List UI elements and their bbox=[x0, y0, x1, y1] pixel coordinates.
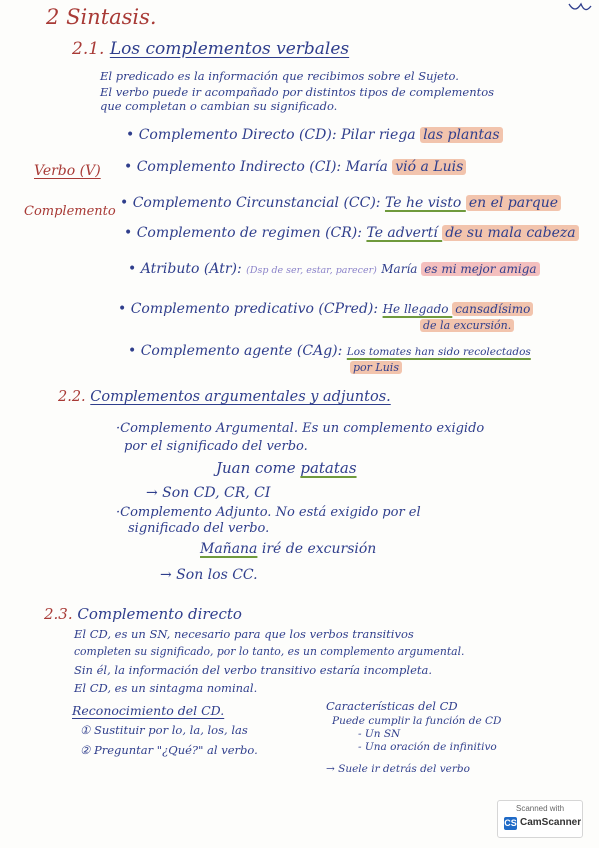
cd-body-line-2: completen su significado, por lo tanto, es un complemento argumental. bbox=[74, 645, 465, 658]
intro-line-3: que completan o cambian su significado. bbox=[100, 99, 338, 113]
item-label: Complemento Indirecto (CI): bbox=[136, 159, 342, 175]
side-label-verb: Verbo (V) bbox=[34, 163, 101, 179]
item-example: Te advertí de su mala cabeza bbox=[366, 225, 578, 241]
argumental-line-2: por el significado del verbo. bbox=[124, 439, 308, 454]
complement-item-cag bbox=[128, 344, 531, 359]
argumental-result: → Son CD, CR, CI bbox=[146, 485, 271, 501]
cd-body-line-4: El CD, es un sintagma nominal. bbox=[74, 681, 258, 695]
intro-line-1: El predicado es la información que recibimos sobre el Sujeto. bbox=[100, 69, 459, 83]
item-label: Complemento predicativo (CPred): bbox=[130, 301, 379, 317]
complement-item-atr bbox=[128, 262, 540, 277]
section-2-3-heading bbox=[44, 606, 242, 623]
characteristics-line-4: → Suele ir detrás del verbo bbox=[326, 763, 470, 775]
adjunto-line-1: ·Complemento Adjunto. No está exigido por el bbox=[116, 505, 421, 520]
recognition-title: Reconocimiento del CD. bbox=[72, 703, 225, 718]
scanner-stamp bbox=[497, 800, 583, 838]
item-example: María vió a Luis bbox=[346, 159, 467, 175]
characteristics-title: Características del CD bbox=[326, 699, 458, 713]
recognition-step-2: ② Preguntar "¿Qué?" al verbo. bbox=[80, 743, 258, 757]
complement-item-ci bbox=[124, 160, 466, 175]
intro-line-2: El verbo puede ir acompañado por distintos tipos de complementos bbox=[100, 85, 495, 99]
side-label-complement: Complemento bbox=[24, 204, 116, 219]
section-2-3-number: 2.3. bbox=[44, 605, 73, 623]
item-label: Complemento Directo (CD): bbox=[138, 127, 337, 143]
adjunto-line-2: significado del verbo. bbox=[128, 521, 270, 536]
stamp-brand-name: CamScanner bbox=[520, 817, 582, 828]
stamp-top-text: Scanned with bbox=[515, 804, 565, 813]
cpred-example-line-2: de la excursión. bbox=[420, 320, 514, 332]
item-example: He llegado cansadísimo bbox=[383, 302, 534, 316]
item-example: Te he visto en el parque bbox=[385, 195, 561, 211]
heading-number: 2 bbox=[46, 5, 60, 29]
adjunto-example: Mañana iré de excursión bbox=[200, 541, 377, 557]
heading-title: Sintasis. bbox=[66, 5, 157, 29]
item-example: Pilar riega las plantas bbox=[341, 127, 503, 143]
complement-item-cc bbox=[120, 196, 561, 211]
cag-example-line-2: por Luis bbox=[350, 362, 402, 374]
cd-body-line-3: Sin él, la información del verbo transitivo estaría incompleta. bbox=[74, 663, 433, 677]
corner-scribble-icon bbox=[565, 0, 595, 20]
section-2-1-title: Los complementos verbales bbox=[109, 39, 350, 59]
item-example: Los tomates han sido recolectados bbox=[346, 346, 531, 358]
characteristics-line-2: - Un SN bbox=[358, 728, 401, 740]
section-2-1-heading bbox=[72, 40, 349, 59]
section-2-2-heading bbox=[58, 390, 391, 406]
characteristics-line-1: Puede cumplir la función de CD bbox=[332, 715, 502, 727]
complement-item-cpred bbox=[118, 302, 533, 317]
main-heading bbox=[46, 6, 157, 29]
section-2-3-title: Complemento directo bbox=[77, 605, 242, 623]
camscanner-logo-icon: CS bbox=[504, 818, 517, 828]
adjunto-result: → Son los CC. bbox=[160, 567, 258, 583]
argumental-example: Juan come patatas bbox=[216, 459, 357, 477]
section-2-1-number: 2.1. bbox=[72, 39, 105, 59]
cd-body-line-1: El CD, es un SN, necesario para que los verbos transitivos bbox=[74, 627, 414, 641]
item-label: Complemento agente (CAg): bbox=[140, 343, 343, 359]
argumental-line-1: ·Complemento Argumental. Es un complemento exigido bbox=[116, 421, 485, 436]
characteristics-line-3: - Una oración de infinitivo bbox=[358, 741, 497, 753]
section-2-2-title: Complementos argumentales y adjuntos. bbox=[90, 389, 391, 405]
item-example: María es mi mejor amiga bbox=[381, 262, 539, 276]
item-label: Complemento Circunstancial (CC): bbox=[132, 195, 381, 211]
section-2-2-number: 2.2. bbox=[58, 389, 86, 405]
complement-item-cr bbox=[124, 226, 579, 241]
item-label: Complemento de regimen (CR): bbox=[136, 225, 362, 241]
complement-item-cd bbox=[126, 128, 503, 143]
item-note: (Dsp de ser, estar, parecer) bbox=[246, 265, 377, 276]
item-label: Atributo (Atr): bbox=[140, 261, 242, 277]
recognition-step-1: ① Sustituir por lo, la, los, las bbox=[80, 723, 248, 737]
